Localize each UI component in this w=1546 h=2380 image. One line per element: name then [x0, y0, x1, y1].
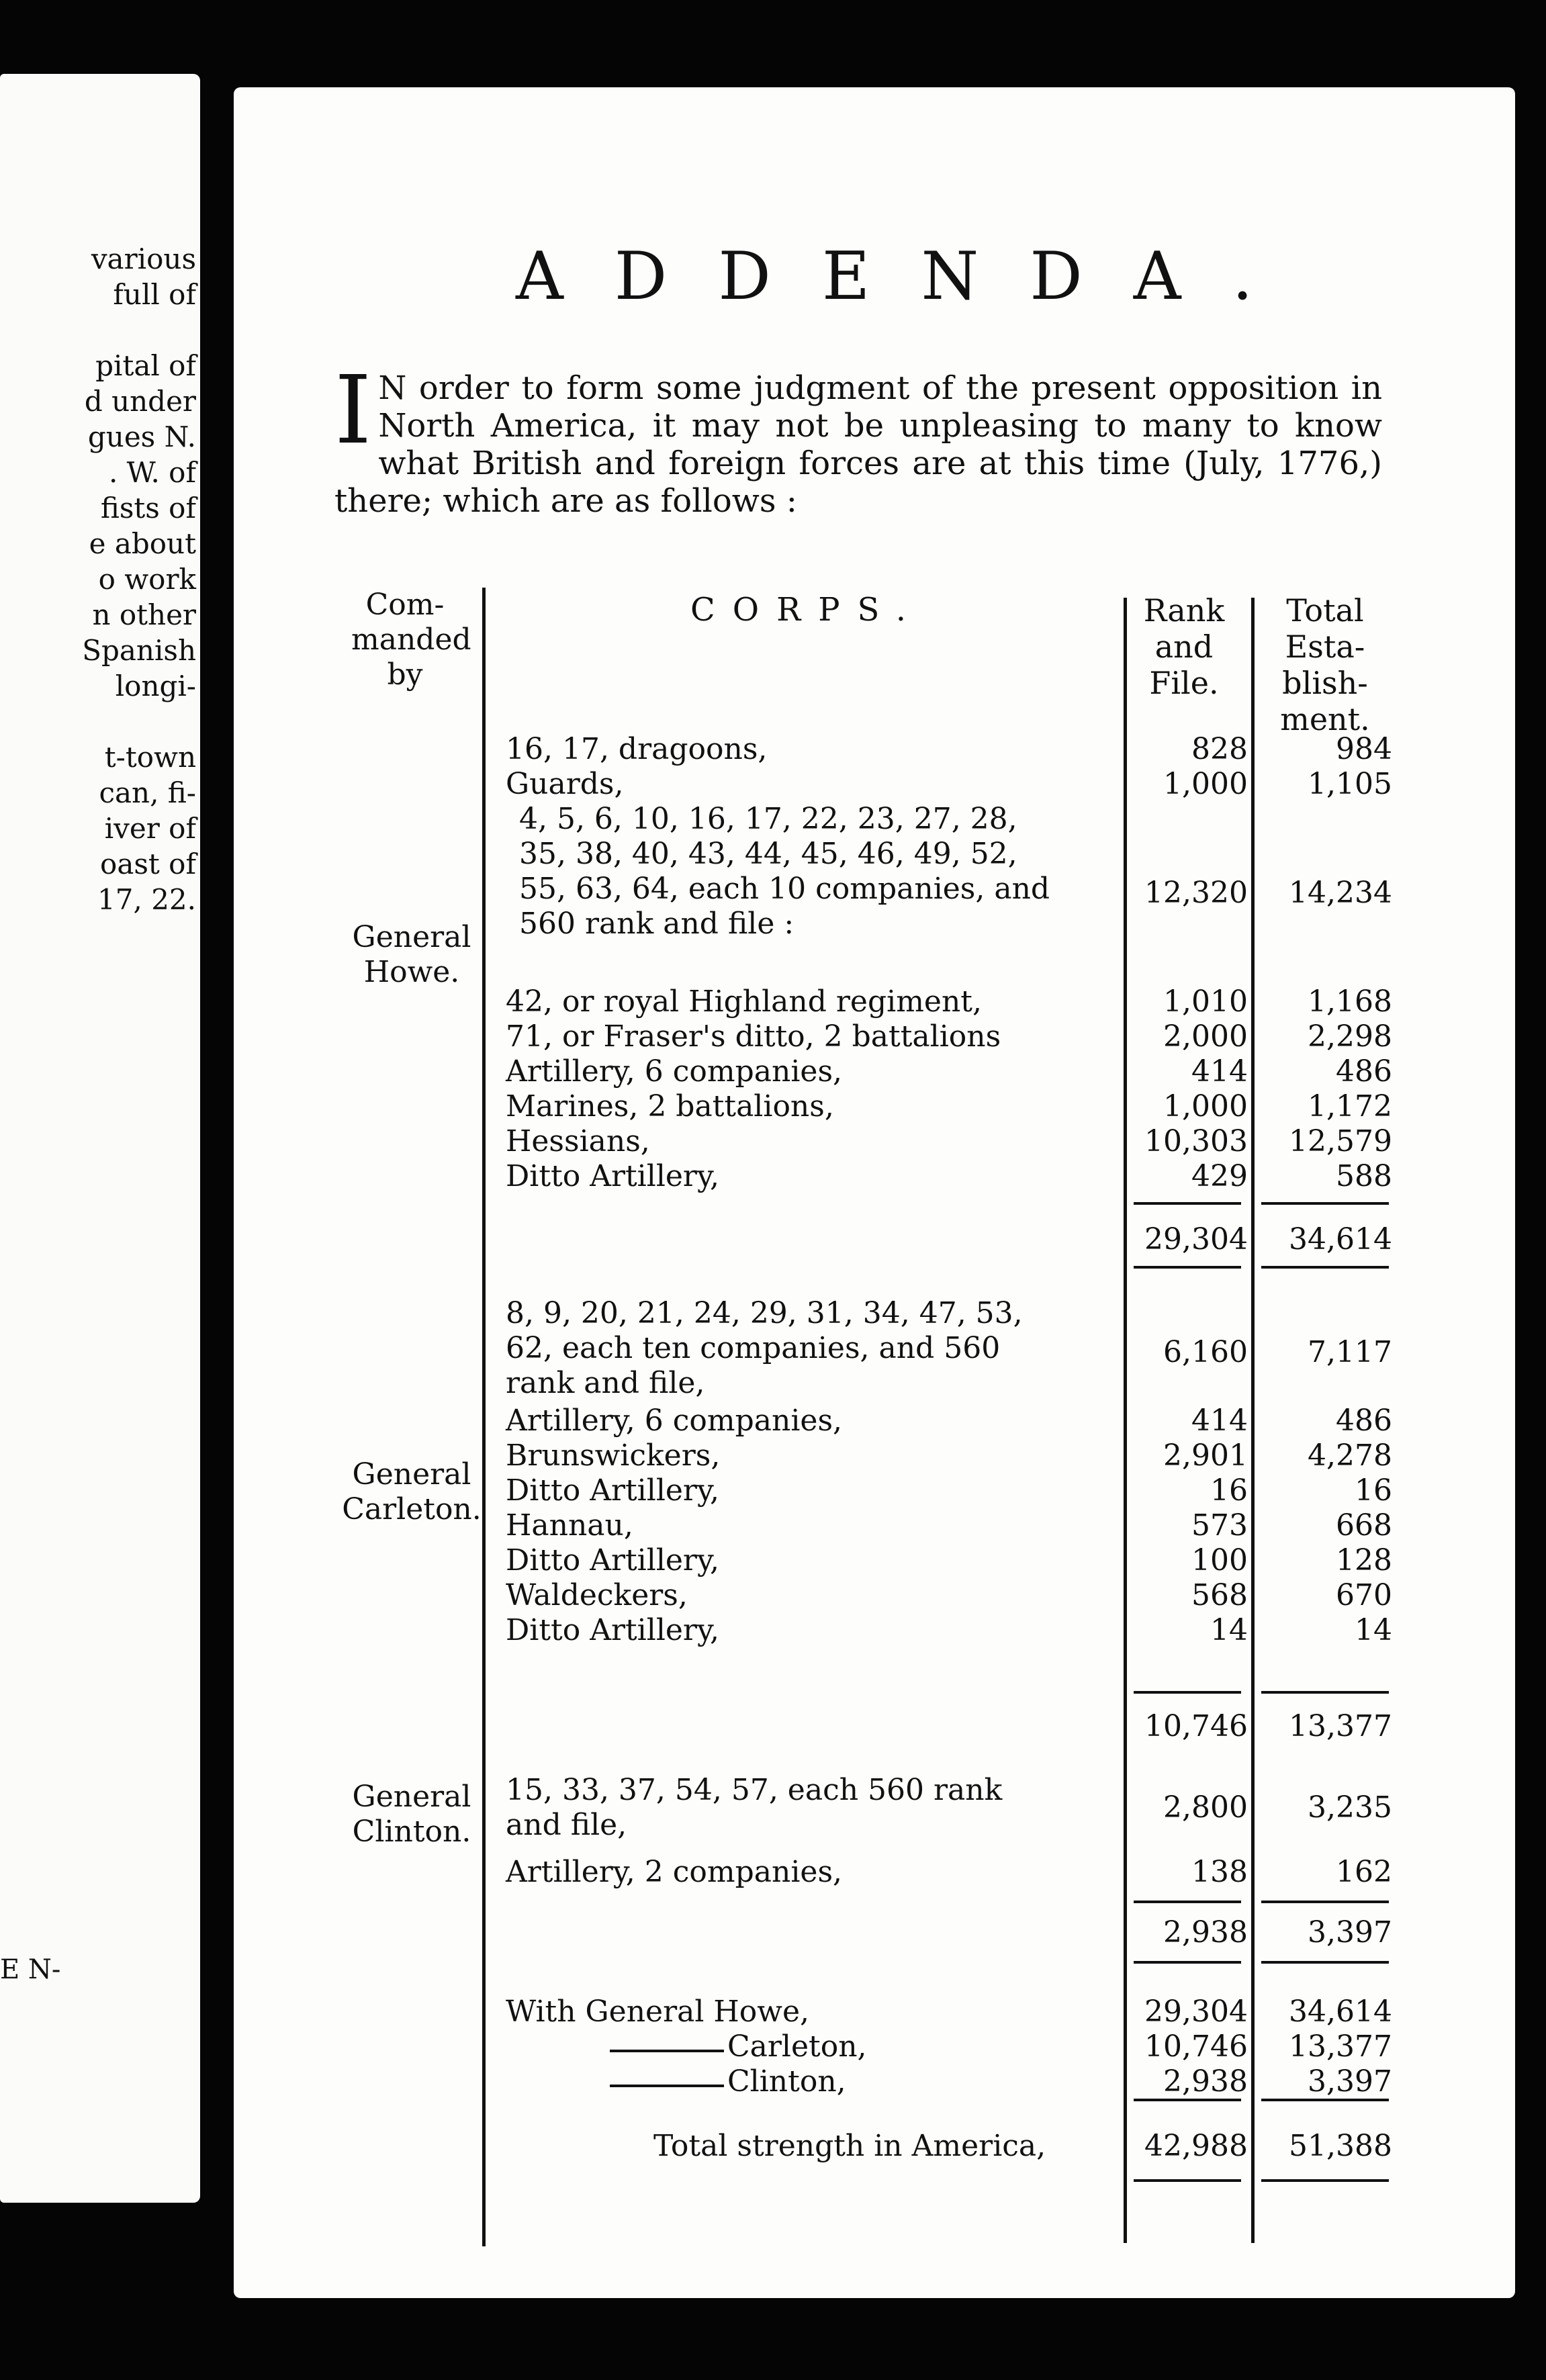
header-corps: CORPS.	[690, 591, 923, 629]
rank-and-file-value: 1,010	[1163, 985, 1248, 1019]
total-rule	[1134, 1202, 1241, 1205]
subtotal-row	[506, 1709, 1392, 1744]
previous-page-line: iver of	[104, 812, 196, 845]
total-establishment-value: 128	[1336, 1543, 1392, 1577]
corps-name: 71, or Fraser's ditto, 2 battalions	[506, 1019, 1001, 1054]
summary-total: 34,614	[1289, 1995, 1392, 2029]
rank-and-file-value: 1,000	[1163, 767, 1248, 801]
rank-and-file-value: 429	[1191, 1159, 1248, 1193]
previous-page-line: fists of	[100, 492, 196, 524]
corps-name: 8, 9, 20, 21, 24, 29, 31, 34, 47, 53, 62, each ten companies, and 560 rank and file,	[506, 1296, 1023, 1400]
rank-and-file-value: 12,320	[1144, 876, 1248, 910]
summary-total: 3,397	[1308, 2064, 1392, 2099]
table-row	[506, 732, 1392, 767]
corps-name: Ditto Artillery,	[506, 1159, 719, 1193]
table-row	[506, 1124, 1392, 1159]
previous-page-line: oast of	[100, 848, 196, 880]
subtotal-total: 34,614	[1289, 1222, 1392, 1256]
summary-rank: 10,746	[1144, 2029, 1248, 2064]
rank-and-file-value: 100	[1191, 1543, 1248, 1577]
corps-name: Waldeckers,	[506, 1578, 688, 1612]
total-establishment-value: 14,234	[1289, 876, 1392, 910]
table-row	[506, 1159, 1392, 1194]
drop-cap: I	[334, 356, 372, 465]
previous-page-line: n other	[92, 598, 196, 631]
rank-and-file-value: 2,901	[1163, 1438, 1248, 1473]
total-establishment-value: 670	[1336, 1578, 1392, 1612]
grand-total-rank: 42,988	[1144, 2129, 1248, 2163]
total-rule	[1134, 1901, 1241, 1903]
total-establishment-value: 12,579	[1289, 1124, 1392, 1158]
total-establishment-value: 14	[1355, 1613, 1392, 1647]
corps-name: Artillery, 6 companies,	[506, 1404, 843, 1438]
total-rule	[1261, 1961, 1389, 1964]
previous-page-line: e about	[89, 527, 196, 560]
total-rule	[1261, 1901, 1389, 1903]
table-row	[506, 1855, 1392, 1890]
subtotal-total: 13,377	[1289, 1709, 1392, 1743]
total-establishment-value: 588	[1336, 1159, 1392, 1193]
total-establishment-value: 7,117	[1308, 1335, 1392, 1369]
corps-name: 4, 5, 6, 10, 16, 17, 22, 23, 27, 28, 35, 38, 40, 43, 44, 45, 46, 49, 52, 55, 63, 64, each 10 companies, and 560 rank and file :	[519, 802, 1050, 941]
corps-name: Ditto Artillery,	[506, 1613, 719, 1647]
summary-row	[506, 2029, 1392, 2064]
grand-total-total: 51,388	[1289, 2129, 1392, 2163]
total-establishment-value: 2,298	[1308, 1019, 1392, 1054]
total-rule	[1261, 1202, 1389, 1205]
rank-and-file-value: 6,160	[1163, 1335, 1248, 1369]
total-rule	[1261, 2099, 1389, 2101]
rank-and-file-value: 1,000	[1163, 1089, 1248, 1124]
corps-name: Hannau,	[506, 1508, 633, 1543]
rank-and-file-value: 138	[1191, 1855, 1248, 1889]
total-establishment-value: 668	[1336, 1508, 1392, 1543]
previous-page-line: t-town	[104, 741, 196, 774]
summary-indent-rule	[610, 2050, 724, 2052]
previous-page-line: d under	[84, 385, 196, 418]
total-establishment-value: 16	[1355, 1473, 1392, 1508]
total-rule	[1134, 2099, 1241, 2101]
commander-carleton: General Carleton.	[342, 1457, 482, 1526]
table-row	[506, 802, 1392, 976]
table-row	[506, 1508, 1392, 1543]
corps-name: Ditto Artillery,	[506, 1543, 719, 1577]
commander-clinton: General Clinton.	[352, 1780, 471, 1849]
corps-name: Brunswickers,	[506, 1438, 721, 1473]
total-establishment-value: 1,168	[1308, 985, 1392, 1019]
summary-row	[506, 1995, 1392, 2029]
header-rank-and-file: Rank and File.	[1143, 592, 1225, 701]
total-establishment-value: 984	[1336, 732, 1392, 766]
rank-and-file-value: 2,000	[1163, 1019, 1248, 1054]
summary-row	[506, 2064, 1392, 2099]
table-row	[506, 1543, 1392, 1578]
previous-page-line: gues N.	[87, 420, 196, 453]
total-rule	[1134, 1266, 1241, 1269]
previous-page-line: can, fi-	[99, 776, 196, 809]
total-establishment-value: 486	[1336, 1054, 1392, 1089]
total-rule	[1261, 1266, 1389, 1269]
subtotal-rank: 29,304	[1144, 1222, 1248, 1256]
summary-label: Carleton,	[727, 2029, 867, 2064]
summary-label: With General Howe,	[506, 1995, 809, 2029]
table-row	[506, 1404, 1392, 1438]
total-rule	[1134, 2179, 1241, 2182]
corps-name: Artillery, 2 companies,	[506, 1855, 843, 1889]
total-rule	[1134, 1691, 1241, 1694]
table-row	[506, 1054, 1392, 1089]
corps-name: Guards,	[506, 767, 624, 801]
corps-name: Ditto Artillery,	[506, 1473, 719, 1508]
summary-rank: 2,938	[1163, 2064, 1248, 2099]
rank-and-file-value: 414	[1191, 1054, 1248, 1089]
corps-name: 42, or royal Highland regiment,	[506, 985, 982, 1019]
corps-name: Hessians,	[506, 1124, 650, 1158]
subtotal-total: 3,397	[1308, 1915, 1392, 1950]
total-establishment-value: 162	[1336, 1855, 1392, 1889]
previous-page-line: full of	[113, 278, 196, 311]
header-total-establishment: Total Esta- blish- ment.	[1280, 592, 1370, 737]
subtotal-rank: 2,938	[1163, 1915, 1248, 1950]
subtotal-rank: 10,746	[1144, 1709, 1248, 1743]
table-row	[506, 1438, 1392, 1473]
rank-and-file-value: 10,303	[1144, 1124, 1248, 1158]
table-row	[506, 1578, 1392, 1613]
total-rule	[1134, 1961, 1241, 1964]
rank-and-file-value: 573	[1191, 1508, 1248, 1543]
summary-label: Clinton,	[727, 2064, 846, 2099]
intro-text: N order to form some judgment of the present opposition in North America, it may not be unpleasing to many to know what British and foreign forces are at this time (July, 1776,) there; which are as follows :	[334, 369, 1382, 520]
total-establishment-value: 1,172	[1308, 1089, 1392, 1124]
previous-page-line: pital of	[95, 349, 196, 382]
corps-name: Artillery, 6 companies,	[506, 1054, 843, 1089]
rank-and-file-value: 414	[1191, 1404, 1248, 1438]
summary-indent-rule	[610, 2085, 724, 2087]
summary-total: 13,377	[1289, 2029, 1392, 2064]
column-rule-left	[482, 588, 486, 2246]
table-row	[506, 1773, 1392, 1847]
page-title: ADDENDA.	[516, 238, 1304, 315]
table-row	[506, 1296, 1392, 1404]
table-row	[506, 1613, 1392, 1648]
previous-page-line: Spanish	[82, 634, 196, 667]
previous-page-line: 17, 22.	[97, 883, 196, 916]
subtotal-row	[506, 1222, 1392, 1257]
table-row	[506, 1019, 1392, 1054]
table-row	[506, 985, 1392, 1019]
commander-howe: General Howe.	[352, 920, 471, 989]
total-rule	[1261, 2179, 1389, 2182]
rank-and-file-value: 828	[1191, 732, 1248, 766]
header-commanded-by: Com- manded by	[351, 588, 471, 692]
previous-page-footer: E N-	[0, 1954, 61, 1985]
grand-total-row	[506, 2129, 1392, 2164]
summary-rank: 29,304	[1144, 1995, 1248, 2029]
previous-page-line: various	[91, 242, 196, 275]
rank-and-file-value: 568	[1191, 1578, 1248, 1612]
rank-and-file-value: 16	[1210, 1473, 1248, 1508]
subtotal-row	[506, 1915, 1392, 1950]
previous-page-line: o work	[98, 563, 196, 596]
previous-page-line: . W. of	[108, 456, 196, 489]
rank-and-file-value: 14	[1210, 1613, 1248, 1647]
table-row	[506, 1089, 1392, 1124]
intro-paragraph	[334, 356, 1382, 520]
total-establishment-value: 3,235	[1308, 1790, 1392, 1825]
corps-name: 16, 17, dragoons,	[506, 732, 768, 766]
total-rule	[1261, 1691, 1389, 1694]
previous-page-fragment	[0, 74, 200, 2203]
table-row	[506, 1473, 1392, 1508]
corps-name: 15, 33, 37, 54, 57, each 560 rank and file,	[506, 1773, 1003, 1842]
grand-total-label: Total strength in America,	[653, 2129, 1046, 2163]
total-establishment-value: 1,105	[1308, 767, 1392, 801]
corps-name: Marines, 2 battalions,	[506, 1089, 834, 1124]
total-establishment-value: 486	[1336, 1404, 1392, 1438]
total-establishment-value: 4,278	[1308, 1438, 1392, 1473]
previous-page-line: longi-	[115, 670, 196, 702]
rank-and-file-value: 2,800	[1163, 1790, 1248, 1825]
addenda-page	[234, 87, 1515, 2298]
table-row	[506, 767, 1392, 802]
